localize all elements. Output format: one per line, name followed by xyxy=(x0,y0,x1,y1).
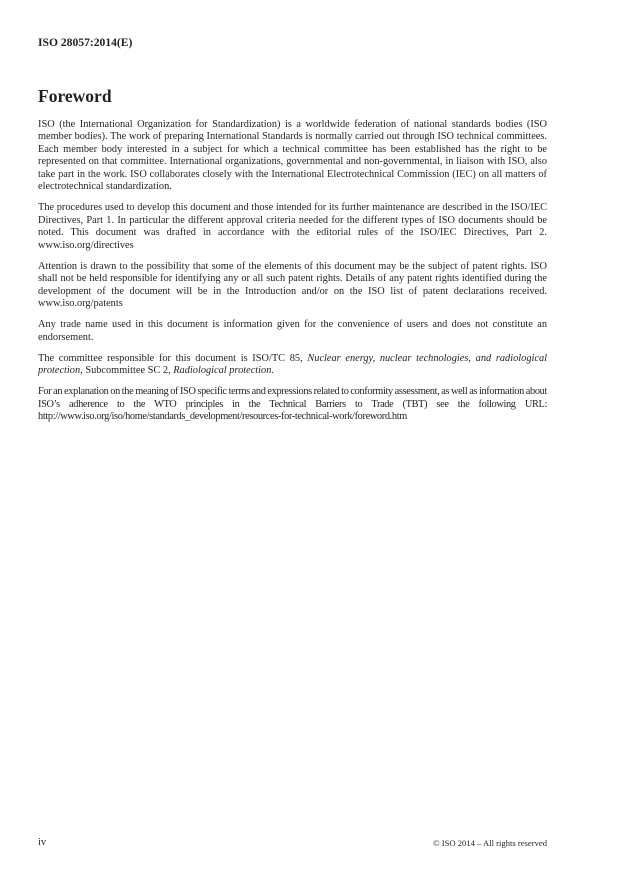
subcommittee-name: Radiological protection xyxy=(173,365,272,377)
committee-name: Nuclear energy, nuclear technologies, and radiological protection xyxy=(38,352,547,377)
section-heading: Foreword xyxy=(38,86,112,106)
paragraph-committee xyxy=(38,353,547,378)
committee-period: . xyxy=(271,365,274,377)
page-number: iv xyxy=(38,837,47,848)
foreword-body xyxy=(38,119,547,432)
committee-text: The committee responsible for this document is ISO/TC 85, xyxy=(38,352,308,364)
document-identifier: ISO 28057:2014(E) xyxy=(38,36,133,49)
paragraph-conformity: For an explanation on the meaning of ISO specific terms and expressions related to conformity assessment, as well as information about ISO’s adherence to the WTO principles in the Technical Barriers to Trade (TBT) see the following URL: http://www.iso.org/iso/home/standards_development/resources-for-technical-work/foreword.htm xyxy=(38,386,547,423)
copyright-notice: © ISO 2014 – All rights reserved xyxy=(433,838,547,848)
paragraph-trade-name: Any trade name used in this document is information given for the convenience of users and does not constitute an endorsement. xyxy=(38,319,547,343)
subcommittee-text: , Subcommittee SC 2, xyxy=(80,365,174,377)
paragraph-iso-federation: ISO (the International Organization for Standardization) is a worldwide federation of national standards bodies (ISO member bodies). The work of preparing International Standards is normally carried out through ISO technical committees. Each member body interested in a subject for which a technical committee has been established has the right to be represented on that committee. International organizations, governmental and non-governmental, in liaison with ISO, also take part in the work. ISO collaborates closely with the International Electrotechnical Commission (IEC) on all matters of electrotechnical standardization. xyxy=(38,119,547,193)
paragraph-patent-rights: Attention is drawn to the possibility that some of the elements of this document may be the subject of patent rights. ISO shall not be held responsible for identifying any or all such patent rights. Details of any patent rights identified during the development of the document will be in the Introduction and/or on the ISO list of patent declarations received. www.iso.org/patents xyxy=(38,260,547,310)
paragraph-procedures: The procedures used to develop this document and those intended for its further maintenance are described in the ISO/IEC Directives, Part 1. In particular the different approval criteria needed for the different types of ISO documents should be noted. This document was drafted in accordance with the editorial rules of the ISO/IEC Directives, Part 2. www.iso.org/directives xyxy=(38,202,547,251)
